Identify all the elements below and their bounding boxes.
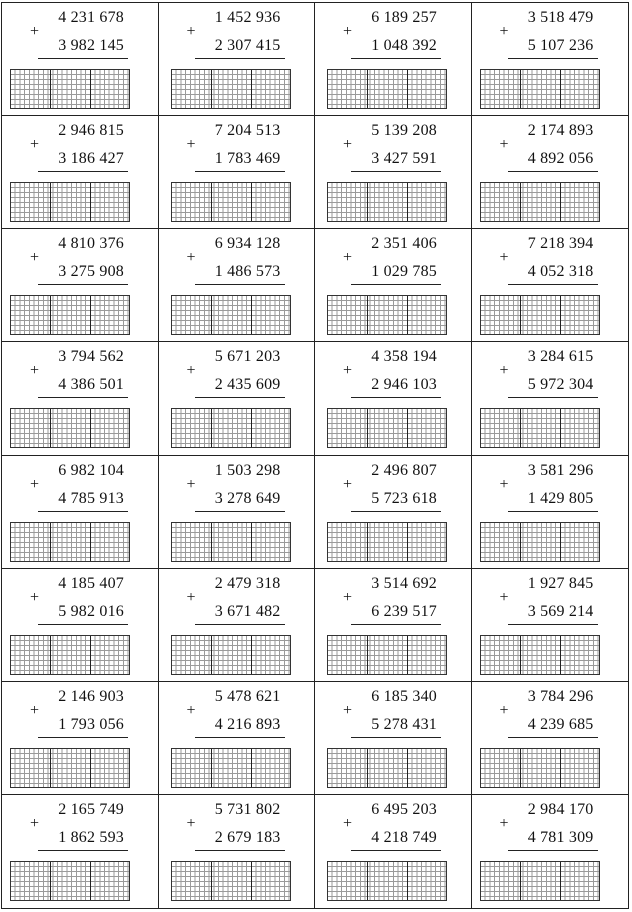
problem-cell <box>472 3 629 116</box>
second-addend: 3 275 908 <box>58 263 124 281</box>
answer-grid[interactable] <box>10 408 130 448</box>
grid-separator <box>90 183 91 221</box>
grid-separator <box>560 523 561 561</box>
grid-separator <box>520 183 521 221</box>
plus-sign: + <box>343 136 353 154</box>
grid-separator <box>251 409 252 447</box>
problem-cell <box>159 456 316 569</box>
sum-line <box>351 511 441 512</box>
answer-grid[interactable] <box>480 748 600 788</box>
sum-line <box>508 171 598 172</box>
problem-cell <box>315 795 472 908</box>
grid-separator <box>50 296 51 334</box>
grid-separator <box>50 70 51 108</box>
answer-grid[interactable] <box>171 748 291 788</box>
second-addend: 4 216 893 <box>214 715 281 733</box>
first-addend: 3 514 692 <box>371 574 437 592</box>
problem-cell <box>2 569 159 682</box>
answer-grid[interactable] <box>480 182 600 222</box>
answer-grid[interactable] <box>327 408 447 448</box>
problem-cell <box>2 3 159 116</box>
grid-separator <box>251 183 252 221</box>
second-addend: 4 218 749 <box>371 828 437 846</box>
sum-line <box>195 511 285 512</box>
first-addend: 5 139 208 <box>371 122 437 140</box>
second-addend: 4 892 056 <box>527 150 594 168</box>
first-addend: 1 452 936 <box>214 9 281 26</box>
grid-separator <box>407 183 408 221</box>
answer-grid[interactable] <box>171 635 291 675</box>
grid-separator <box>50 183 51 221</box>
grid-separator <box>90 296 91 334</box>
grid-separator <box>251 70 252 108</box>
second-addend: 1 862 593 <box>58 828 124 846</box>
grid-separator <box>367 296 368 334</box>
first-addend: 3 784 296 <box>527 687 594 705</box>
grid-separator <box>367 636 368 674</box>
problem-cell <box>472 456 629 569</box>
problem-cell <box>2 682 159 795</box>
sum-line <box>38 737 128 738</box>
problem-cell <box>472 229 629 342</box>
plus-sign: + <box>343 475 353 493</box>
first-addend: 1 503 298 <box>214 461 281 479</box>
plus-sign: + <box>499 814 509 832</box>
plus-sign: + <box>30 362 40 380</box>
grid-separator <box>50 409 51 447</box>
sum-line <box>351 624 441 625</box>
first-addend: 2 496 807 <box>371 461 437 479</box>
first-addend: 5 671 203 <box>214 348 281 366</box>
answer-grid[interactable] <box>10 861 130 901</box>
first-addend: 2 946 815 <box>58 122 124 140</box>
second-addend: 4 239 685 <box>527 715 594 733</box>
addition-worksheet-table <box>1 2 629 909</box>
grid-separator <box>560 749 561 787</box>
grid-separator <box>520 862 521 900</box>
sum-line <box>351 397 441 398</box>
problem-cell <box>472 342 629 455</box>
first-addend: 7 204 513 <box>214 122 281 140</box>
sum-line <box>38 624 128 625</box>
plus-sign: + <box>186 249 196 267</box>
plus-sign: + <box>499 249 509 267</box>
grid-separator <box>367 523 368 561</box>
grid-separator <box>50 636 51 674</box>
grid-separator <box>50 862 51 900</box>
sum-line <box>38 511 128 512</box>
answer-grid[interactable] <box>171 861 291 901</box>
second-addend: 2 307 415 <box>214 37 281 54</box>
grid-separator <box>560 70 561 108</box>
plus-sign: + <box>30 249 40 267</box>
plus-sign: + <box>30 475 40 493</box>
second-addend: 4 781 309 <box>527 828 594 846</box>
grid-separator <box>560 409 561 447</box>
grid-separator <box>211 636 212 674</box>
grid-separator <box>211 409 212 447</box>
plus-sign: + <box>343 588 353 606</box>
problem-cell <box>315 229 472 342</box>
grid-separator <box>407 636 408 674</box>
problem-cell <box>315 342 472 455</box>
sum-line <box>195 284 285 285</box>
grid-separator <box>520 409 521 447</box>
first-addend: 3 284 615 <box>527 348 594 366</box>
sum-line <box>195 171 285 172</box>
answer-grid[interactable] <box>327 635 447 675</box>
sum-line <box>38 58 128 59</box>
plus-sign: + <box>186 588 196 606</box>
sum-line <box>38 284 128 285</box>
answer-grid[interactable] <box>10 182 130 222</box>
sum-line <box>351 737 441 738</box>
grid-separator <box>90 749 91 787</box>
grid-separator <box>367 70 368 108</box>
second-addend: 1 429 805 <box>527 489 594 507</box>
answer-grid[interactable] <box>480 408 600 448</box>
answer-grid[interactable] <box>480 295 600 335</box>
second-addend: 1 029 785 <box>371 263 437 281</box>
sum-line <box>195 397 285 398</box>
first-addend: 2 165 749 <box>58 800 124 818</box>
answer-grid[interactable] <box>171 522 291 562</box>
grid-separator <box>520 523 521 561</box>
problem-cell <box>159 3 316 116</box>
answer-grid[interactable] <box>480 69 600 109</box>
grid-separator <box>407 862 408 900</box>
second-addend: 5 107 236 <box>527 37 594 54</box>
grid-separator <box>560 862 561 900</box>
first-addend: 3 581 296 <box>527 461 594 479</box>
first-addend: 2 174 893 <box>527 122 594 140</box>
first-addend: 6 495 203 <box>371 800 437 818</box>
answer-grid[interactable] <box>10 295 130 335</box>
second-addend: 2 679 183 <box>214 828 281 846</box>
plus-sign: + <box>343 362 353 380</box>
problem-cell <box>2 456 159 569</box>
first-addend: 1 927 845 <box>527 574 594 592</box>
grid-separator <box>407 296 408 334</box>
second-addend: 4 785 913 <box>58 489 124 507</box>
first-addend: 4 231 678 <box>58 9 124 26</box>
plus-sign: + <box>499 362 509 380</box>
problem-cell <box>2 795 159 908</box>
grid-separator <box>211 523 212 561</box>
second-addend: 5 278 431 <box>371 715 437 733</box>
problem-cell <box>159 795 316 908</box>
first-addend: 5 731 802 <box>214 800 281 818</box>
grid-separator <box>407 523 408 561</box>
sum-line <box>351 58 441 59</box>
grid-separator <box>520 636 521 674</box>
first-addend: 4 358 194 <box>371 348 437 366</box>
grid-separator <box>407 409 408 447</box>
grid-separator <box>520 749 521 787</box>
second-addend: 6 239 517 <box>371 602 437 620</box>
problem-cell <box>315 569 472 682</box>
second-addend: 3 427 591 <box>371 150 437 168</box>
problem-cell <box>2 229 159 342</box>
grid-separator <box>50 523 51 561</box>
answer-grid[interactable] <box>10 69 130 109</box>
problem-cell <box>472 795 629 908</box>
problem-cell <box>159 569 316 682</box>
first-addend: 6 185 340 <box>371 687 437 705</box>
grid-separator <box>90 636 91 674</box>
grid-separator <box>520 296 521 334</box>
plus-sign: + <box>499 23 509 40</box>
problem-cell <box>472 569 629 682</box>
answer-grid[interactable] <box>327 182 447 222</box>
grid-separator <box>367 409 368 447</box>
first-addend: 6 189 257 <box>371 9 437 26</box>
first-addend: 2 479 318 <box>214 574 281 592</box>
plus-sign: + <box>343 701 353 719</box>
plus-sign: + <box>186 701 196 719</box>
grid-separator <box>211 70 212 108</box>
answer-grid[interactable] <box>480 635 600 675</box>
problem-cell <box>472 116 629 229</box>
grid-separator <box>560 183 561 221</box>
second-addend: 2 946 103 <box>371 376 437 394</box>
plus-sign: + <box>343 814 353 832</box>
sum-line <box>195 737 285 738</box>
sum-line <box>508 58 598 59</box>
grid-separator <box>90 862 91 900</box>
first-addend: 3 794 562 <box>58 348 124 366</box>
grid-separator <box>367 862 368 900</box>
grid-separator <box>520 70 521 108</box>
answer-grid[interactable] <box>171 408 291 448</box>
grid-separator <box>367 749 368 787</box>
plus-sign: + <box>499 136 509 154</box>
second-addend: 1 783 469 <box>214 150 281 168</box>
plus-sign: + <box>186 814 196 832</box>
second-addend: 3 982 145 <box>58 37 124 54</box>
second-addend: 4 052 318 <box>527 263 594 281</box>
second-addend: 1 048 392 <box>371 37 437 54</box>
first-addend: 6 934 128 <box>214 235 281 253</box>
problem-cell <box>159 116 316 229</box>
second-addend: 3 278 649 <box>214 489 281 507</box>
grid-separator <box>90 523 91 561</box>
sum-line <box>508 624 598 625</box>
sum-line <box>195 624 285 625</box>
problem-cell <box>315 116 472 229</box>
grid-separator <box>407 749 408 787</box>
grid-separator <box>251 862 252 900</box>
answer-grid[interactable] <box>171 69 291 109</box>
plus-sign: + <box>499 475 509 493</box>
grid-separator <box>211 749 212 787</box>
sum-line <box>508 284 598 285</box>
second-addend: 4 386 501 <box>58 376 124 394</box>
answer-grid[interactable] <box>327 69 447 109</box>
second-addend: 1 793 056 <box>58 715 124 733</box>
first-addend: 7 218 394 <box>527 235 594 253</box>
sum-line <box>38 397 128 398</box>
problem-cell <box>315 682 472 795</box>
sum-line <box>38 171 128 172</box>
answer-grid[interactable] <box>480 861 600 901</box>
grid-separator <box>407 70 408 108</box>
answer-grid[interactable] <box>10 522 130 562</box>
sum-line <box>351 284 441 285</box>
problem-cell <box>159 682 316 795</box>
grid-separator <box>560 636 561 674</box>
problem-cell <box>315 456 472 569</box>
sum-line <box>508 850 598 851</box>
answer-grid[interactable] <box>327 748 447 788</box>
second-addend: 3 671 482 <box>214 602 281 620</box>
answer-grid[interactable] <box>10 635 130 675</box>
sum-line <box>195 850 285 851</box>
answer-grid[interactable] <box>327 522 447 562</box>
problem-cell <box>159 342 316 455</box>
sum-line <box>508 737 598 738</box>
plus-sign: + <box>343 249 353 267</box>
answer-grid[interactable] <box>171 295 291 335</box>
sum-line <box>351 171 441 172</box>
first-addend: 3 518 479 <box>527 9 594 26</box>
second-addend: 5 972 304 <box>527 376 594 394</box>
problem-cell <box>2 116 159 229</box>
grid-separator <box>211 862 212 900</box>
plus-sign: + <box>499 701 509 719</box>
plus-sign: + <box>186 136 196 154</box>
answer-grid[interactable] <box>171 182 291 222</box>
first-addend: 2 351 406 <box>371 235 437 253</box>
answer-grid[interactable] <box>327 295 447 335</box>
plus-sign: + <box>186 362 196 380</box>
first-addend: 2 146 903 <box>58 687 124 705</box>
grid-separator <box>367 183 368 221</box>
answer-grid[interactable] <box>480 522 600 562</box>
second-addend: 3 186 427 <box>58 150 124 168</box>
second-addend: 2 435 609 <box>214 376 281 394</box>
grid-separator <box>90 409 91 447</box>
grid-separator <box>211 183 212 221</box>
answer-grid[interactable] <box>327 861 447 901</box>
first-addend: 2 984 170 <box>527 800 594 818</box>
grid-separator <box>560 296 561 334</box>
grid-separator <box>90 70 91 108</box>
plus-sign: + <box>30 588 40 606</box>
plus-sign: + <box>30 814 40 832</box>
sum-line <box>508 511 598 512</box>
grid-separator <box>251 296 252 334</box>
first-addend: 4 185 407 <box>58 574 124 592</box>
grid-separator <box>50 749 51 787</box>
problem-cell <box>159 229 316 342</box>
grid-separator <box>251 636 252 674</box>
grid-separator <box>211 296 212 334</box>
first-addend: 4 810 376 <box>58 235 124 253</box>
plus-sign: + <box>186 475 196 493</box>
plus-sign: + <box>499 588 509 606</box>
plus-sign: + <box>343 23 353 40</box>
second-addend: 1 486 573 <box>214 263 281 281</box>
sum-line <box>351 850 441 851</box>
plus-sign: + <box>186 23 196 40</box>
second-addend: 5 982 016 <box>58 602 124 620</box>
second-addend: 3 569 214 <box>527 602 594 620</box>
sum-line <box>38 850 128 851</box>
second-addend: 5 723 618 <box>371 489 437 507</box>
answer-grid[interactable] <box>10 748 130 788</box>
problem-cell <box>472 682 629 795</box>
first-addend: 6 982 104 <box>58 461 124 479</box>
grid-separator <box>251 523 252 561</box>
plus-sign: + <box>30 23 40 40</box>
sum-line <box>508 397 598 398</box>
problem-cell <box>315 3 472 116</box>
first-addend: 5 478 621 <box>214 687 281 705</box>
plus-sign: + <box>30 701 40 719</box>
sum-line <box>195 58 285 59</box>
grid-separator <box>251 749 252 787</box>
plus-sign: + <box>30 136 40 154</box>
problem-cell <box>2 342 159 455</box>
